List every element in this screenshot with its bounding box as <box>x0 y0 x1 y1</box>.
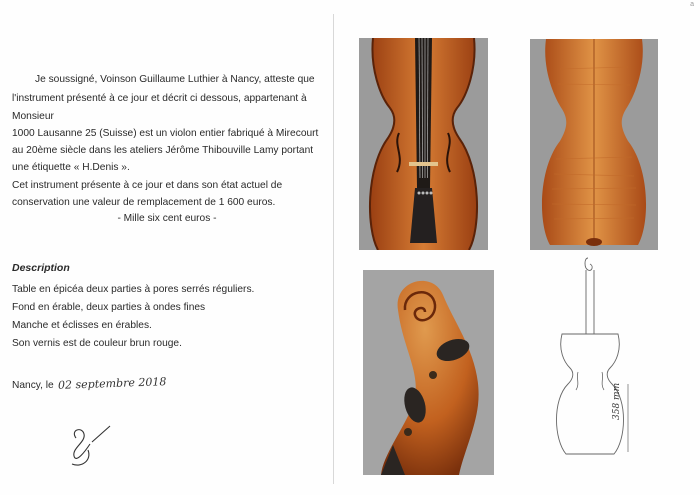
description-item-4: Son vernis est de couleur brun rouge. <box>12 338 182 349</box>
description-title: Description <box>12 262 70 274</box>
value-in-words: - Mille six cent euros - <box>117 213 217 224</box>
violin-line-drawing <box>540 254 670 464</box>
description-item-3: Manche et éclisses en érables. <box>12 320 152 331</box>
cert-line-6: une étiquette « H.Denis ». <box>12 162 130 173</box>
description-item-2: Fond en érable, deux parties à ondes fines <box>12 302 206 313</box>
violin-back-photo <box>530 39 658 250</box>
violin-front-photo <box>359 38 488 250</box>
cert-line-2: l'instrument présenté à ce jour et décrit ci dessous, appartenant à <box>12 93 307 104</box>
divider-line <box>333 14 334 484</box>
description-item-1: Table en épicéa deux parties à pores serrés réguliers. <box>12 284 255 295</box>
violin-scroll-photo <box>363 270 494 475</box>
dimension-label: 358 mm <box>612 382 622 420</box>
corner-mark: a <box>690 1 694 8</box>
cert-line-4: 1000 Lausanne 25 (Suisse) est un violon entier fabriqué à Mirecourt <box>12 128 319 139</box>
signature-scribble <box>62 420 122 470</box>
cert-line-5: au 20ème siècle dans les ateliers Jérôme Thibouville Lamy portant <box>12 145 314 156</box>
cert-line-8: conservation une valeur de remplacement de 1 600 euros. <box>12 197 276 208</box>
place-label: Nancy, le <box>12 380 54 391</box>
cert-line-1: Je soussigné, Voinson Guillaume Luthier à Nancy, atteste que <box>35 74 315 85</box>
cert-line-3: Monsieur <box>12 111 54 122</box>
handwritten-date: 02 septembre 2018 <box>57 375 167 392</box>
cert-line-7: Cet instrument présente à ce jour et dans son état actuel de <box>12 180 283 191</box>
